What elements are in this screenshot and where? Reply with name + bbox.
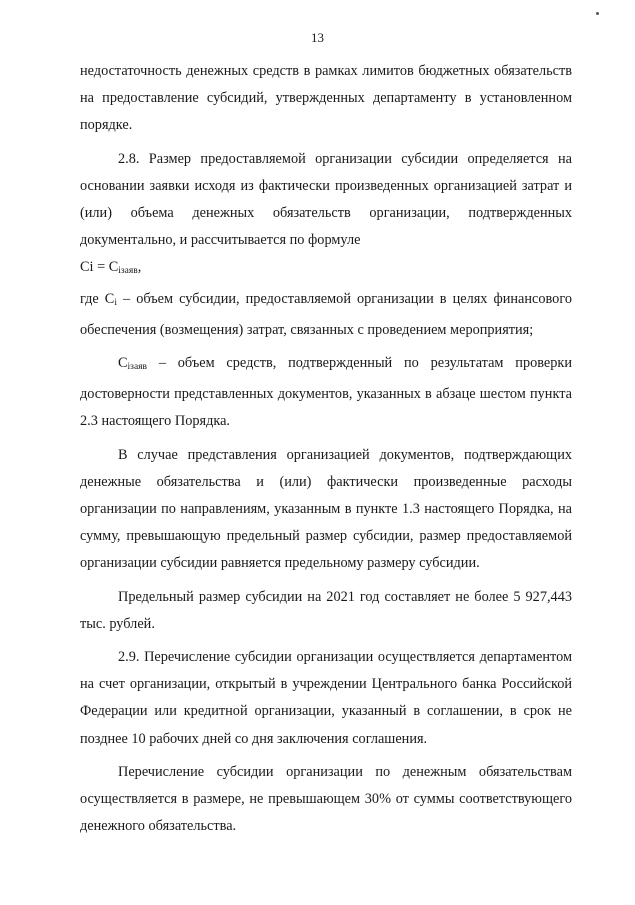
formula-subscript: iзаяв (118, 266, 138, 277)
document-body (80, 58, 572, 840)
paragraph-insufficiency: недостаточность денежных средств в рамках лимитов бюджетных обязательств на предоставление субсидий, утвержденных департаменту в установленном порядке. (80, 63, 572, 134)
formula-tail: , (137, 259, 142, 276)
formula (80, 254, 572, 285)
paragraph-ciz (80, 350, 572, 436)
paragraph-2-9: 2.9. Перечисление субсидии организации осуществляется департаментом на счет организации, открытый в учреждении Центрального банка Российской Федерации или кредитной организации, указанный в соглашении, в срок не позднее 10 рабочих дней со дня заключения соглашения. (80, 649, 572, 747)
paragraph-limit: Предельный размер субсидии на 2021 год составляет не более 5 927,443 тыс. рублей. (80, 588, 572, 632)
formula-main: Ci = C (80, 259, 119, 276)
where-ci-text: – объем субсидии, предоставляемой организации в целях финансового обеспечения (возмещения) затрат, связанных с проведением мероприятия; (80, 290, 572, 338)
scan-speck (596, 12, 599, 15)
page-number: 13 (311, 30, 324, 45)
where-ci-prefix: где C (80, 290, 115, 307)
paragraph-documents-case: В случае представления организацией документов, подтверждающих денежные обязательства и (или) фактически произведенные расходы организации по направлениям, указанным в пункте 1.3 настоящего Порядка, на сумму, превышающую предельный размер субсидии, размер предоставляемой организации субсидии равняется предельному размеру субсидии. (80, 446, 572, 572)
ciz-subscript: iзаяв (127, 362, 148, 373)
ciz-text: – объем средств, подтвержденный по результатам проверки достоверности представленных документов, указанных в абзаце шестом пункта 2.3 настоящего Порядка. (80, 355, 572, 430)
where-ci-subscript: i (114, 297, 117, 308)
paragraph-where-ci (80, 286, 572, 344)
paragraph-transfer: Перечисление субсидии организации по денежным обязательствам осуществляется в размере, не превышающем 30% от суммы соответствующего денежного обязательства. (80, 763, 572, 835)
ciz-prefix: C (118, 355, 128, 372)
paragraph-2-8: 2.8. Размер предоставляемой организации субсидии определяется на основании заявки исходя из фактически произведенных организацией затрат и (или) объема денежных обязательств организации, подтвержденных документально, и рассчитывается по формуле (80, 150, 572, 249)
